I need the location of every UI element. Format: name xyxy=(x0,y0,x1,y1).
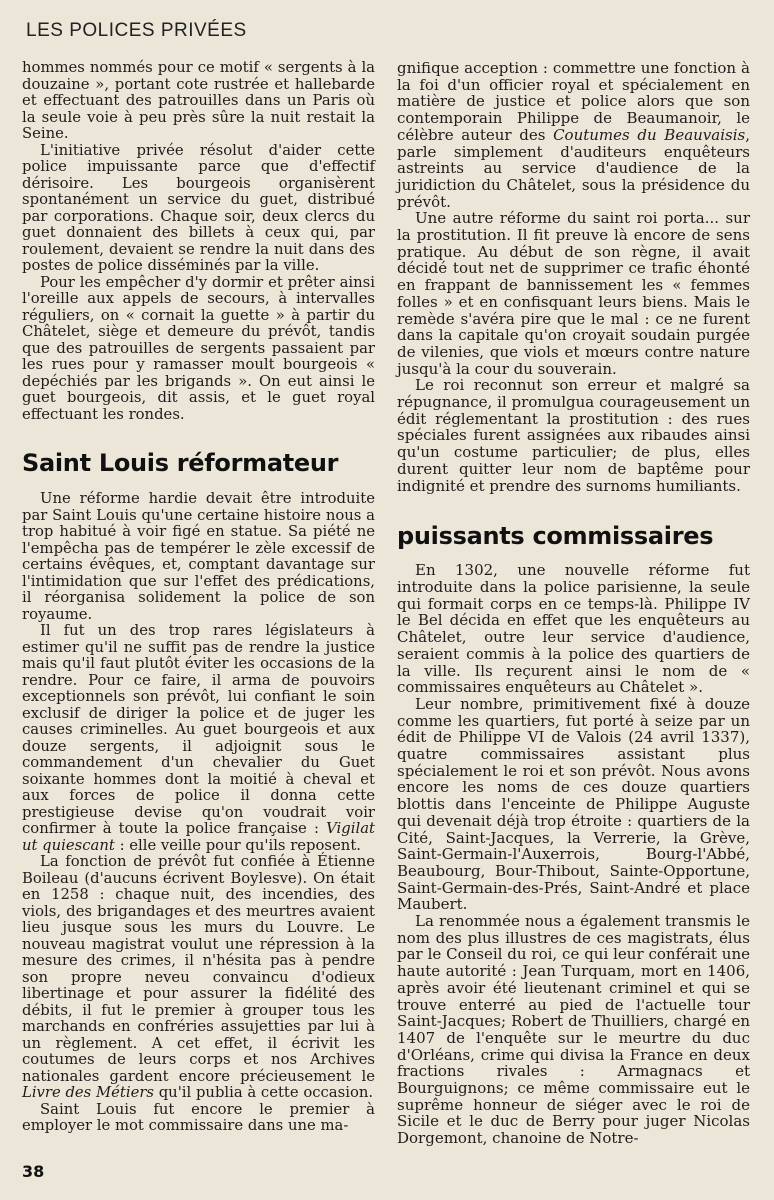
right-column xyxy=(397,60,750,1147)
paragraph: En 1302, une nouvelle réforme fut introduite dans la police parisienne, la seule qui formait corps en ce temps-là. Philippe IV le Bel décida en effet que les enquêteurs au Châtelet, outre leur service d'audience, seraient commis à la police des quartiers de la ville. Ils reçurent ainsi le nom de « commissaires enquêteurs au Châtelet ». xyxy=(397,561,750,697)
paragraph: Pour les empêcher d'y dormir et prêter ainsi l'oreille aux appels de secours, à intervalles réguliers, on « cornait la guette » à partir du Châtelet, siège et demeure du prévôt, tandis que des patrouilles de sergents passaient par les rues pour y ramasser moult bourgeois « depéchiés par les brigands ». On eut ainsi le guet bourgeois, dit assis, et le guet royal effectuant les rondes. xyxy=(22,273,375,423)
text-run: , parle simplement d'auditeurs enquêteurs astreints au service d'audience de la juridiction du Châtelet, sous la présidence du prévôt. xyxy=(397,125,750,211)
text-run: qu'il publia à cette occasion. xyxy=(154,1084,374,1101)
latin-motto: Vigilat ut quiescant xyxy=(22,820,375,854)
paragraph xyxy=(397,60,750,210)
section-heading-saint-louis: Saint Louis réformateur xyxy=(22,449,339,477)
book-title: Coutumes du Beauvaisis xyxy=(553,125,746,144)
paragraph: Une réforme hardie devait être introduite par Saint Louis qu'une certaine histoire nous a trop habitué à voir figé en statue. Sa piété ne l'empêcha pas de tempérer le zèle excessif de certains évêques, et, comptant davantage sur l'intimidation que sur l'effet des prédications, il réorganisa solidement la police de son royaume. xyxy=(22,490,375,623)
paragraph: Une autre réforme du saint roi porta... sur la prostitution. Il fit preuve là encore de sens pratique. Au début de son règne, il avait décidé tout net de supprimer ce trafic éhonté en frappant de bannissement les « femmes folles » et en confisquant leurs biens. Mais le remède s'avéra pire que le mal : ce ne furent dans la capitale qu'on croyait soudain purgée de vilenies, que viols et mœurs contre nature jusqu'à la cour du souverain. xyxy=(397,209,750,378)
text-run: La fonction de prévôt fut confiée à Étienne Boileau (d'aucuns écrivent Boylesve). On était en 1258 : chaque nuit, des incendies, des viols, des brigandages et des meurtres avaient lieu jusque sous les murs du Louvre. Le nouveau magistrat voulut une répression à la mesure des crimes, il n'hésita pas à pendre son propre neveu convaincu d'odieux libertinage et pour assurer la fidélité des débits, il fut le premier à grouper tous les marchands en confréries assujetties par lui à un règlement. A cet effet, il écrivit les coutumes de leurs corps et nos Archives nationales gardent encore précieusement le xyxy=(22,853,375,1085)
left-column xyxy=(22,60,375,1135)
text-run: Il fut un des trop rares législateurs à estimer qu'il ne suffit pas de rendre la justice mais qu'il faut plutôt éviter les occasions de la rendre. Pour ce faire, il arma de pouvoirs exceptionnels son prévôt, lui confiant le soin exclusif de diriger la police et de juger les causes criminelles. Au guet bourgeois et aux douze sergents, il adjoignit sous le commandement d'un chevalier du Guet soixante hommes dont la moitié à cheval et aux forces de police il donna cette prestigieuse devise qu'on voudrait voir confirmer à toute la police française : xyxy=(22,622,375,837)
running-header: LES POLICES PRIVÉES xyxy=(26,20,247,41)
paragraph xyxy=(22,623,375,854)
text-run: gnifique acception : commettre une fonction à la foi d'un officier royal et spécialement en matière de justice et police alors que son contemporain Philippe de Beaumanoir, le célèbre auteur des xyxy=(397,59,750,144)
paragraph: Leur nombre, primitivement fixé à douze comme les quartiers, fut porté à seize par un édit de Philippe VI de Valois (24 avril 1337), quatre commissaires assistant plus spécialement le roi et son prévôt. Nous avons encore les noms de ces douze quartiers blottis dans l'enceinte de Philippe Auguste qui devenait déjà trop étroite : quartiers de la Cité, Saint-Jacques, la Verrerie, la Grève, Saint-Germain-l'Auxerrois, Bourg-l'Abbé, Beaubourg, Bour-Thibout, Sainte-Opportune, Saint-Germain-des-Prés, Saint-André et place Maubert. xyxy=(397,694,750,914)
page-number: 38 xyxy=(22,1162,45,1181)
paragraph: Le roi reconnut son erreur et malgré sa répugnance, il promulgua courageusement un édit réglementant la prostitution : des rues spéciales furent assignées aux ribaudes ainsi qu'un costume particulier; de plus, elles durent quitter leur nom de baptême pour indignité et prendre des surnoms humiliants. xyxy=(397,376,750,495)
paragraph xyxy=(22,854,375,1102)
paragraph: Saint Louis fut encore le premier à employer le mot commissaire dans une ma- xyxy=(22,1100,375,1134)
paragraph: hommes nommés pour ce motif « sergents à la douzaine », portant cote rustrée et hallebarde et effectuant des patrouilles dans un Paris où la seule voie à peu près sûre la nuit restait la Seine. xyxy=(22,59,375,142)
book-title: Livre des Métiers xyxy=(22,1084,154,1101)
text-run: : elle veille pour qu'ils reposent. xyxy=(114,836,361,854)
paragraph: La renommée nous a également transmis le nom des plus illustres de ces magistrats, élus par le Conseil du roi, ce qui leur conférait une haute autorité : Jean Turquam, mort en 1406, après avoir été lieutenant criminel et qui se trouve enterré au pied de l'actuelle tour Saint-Jacques; Robert de Thuilliers, chargé en 1407 de l'enquête sur le meurtre du duc d'Orléans, crime qui divisa la France en deux fractions rivales : Armagnacs et Bourguignons; ce même commissaire eut le suprême honneur de siéger avec le roi de Sicile et le duc de Berry pour juger Nicolas Dorgemont, chanoine de Notre- xyxy=(397,912,750,1148)
section-heading-commissaires: puissants commissaires xyxy=(397,522,714,551)
paragraph: L'initiative privée résolut d'aider cette police impuissante parce que d'effectif dérisoire. Les bourgeois organisèrent spontanément un service du guet, distribué par corporations. Chaque soir, deux clercs du guet donnaient des billets à ceux qui, par roulement, devaient se rendre la nuit dans des postes de police disséminés par la ville. xyxy=(22,141,375,274)
